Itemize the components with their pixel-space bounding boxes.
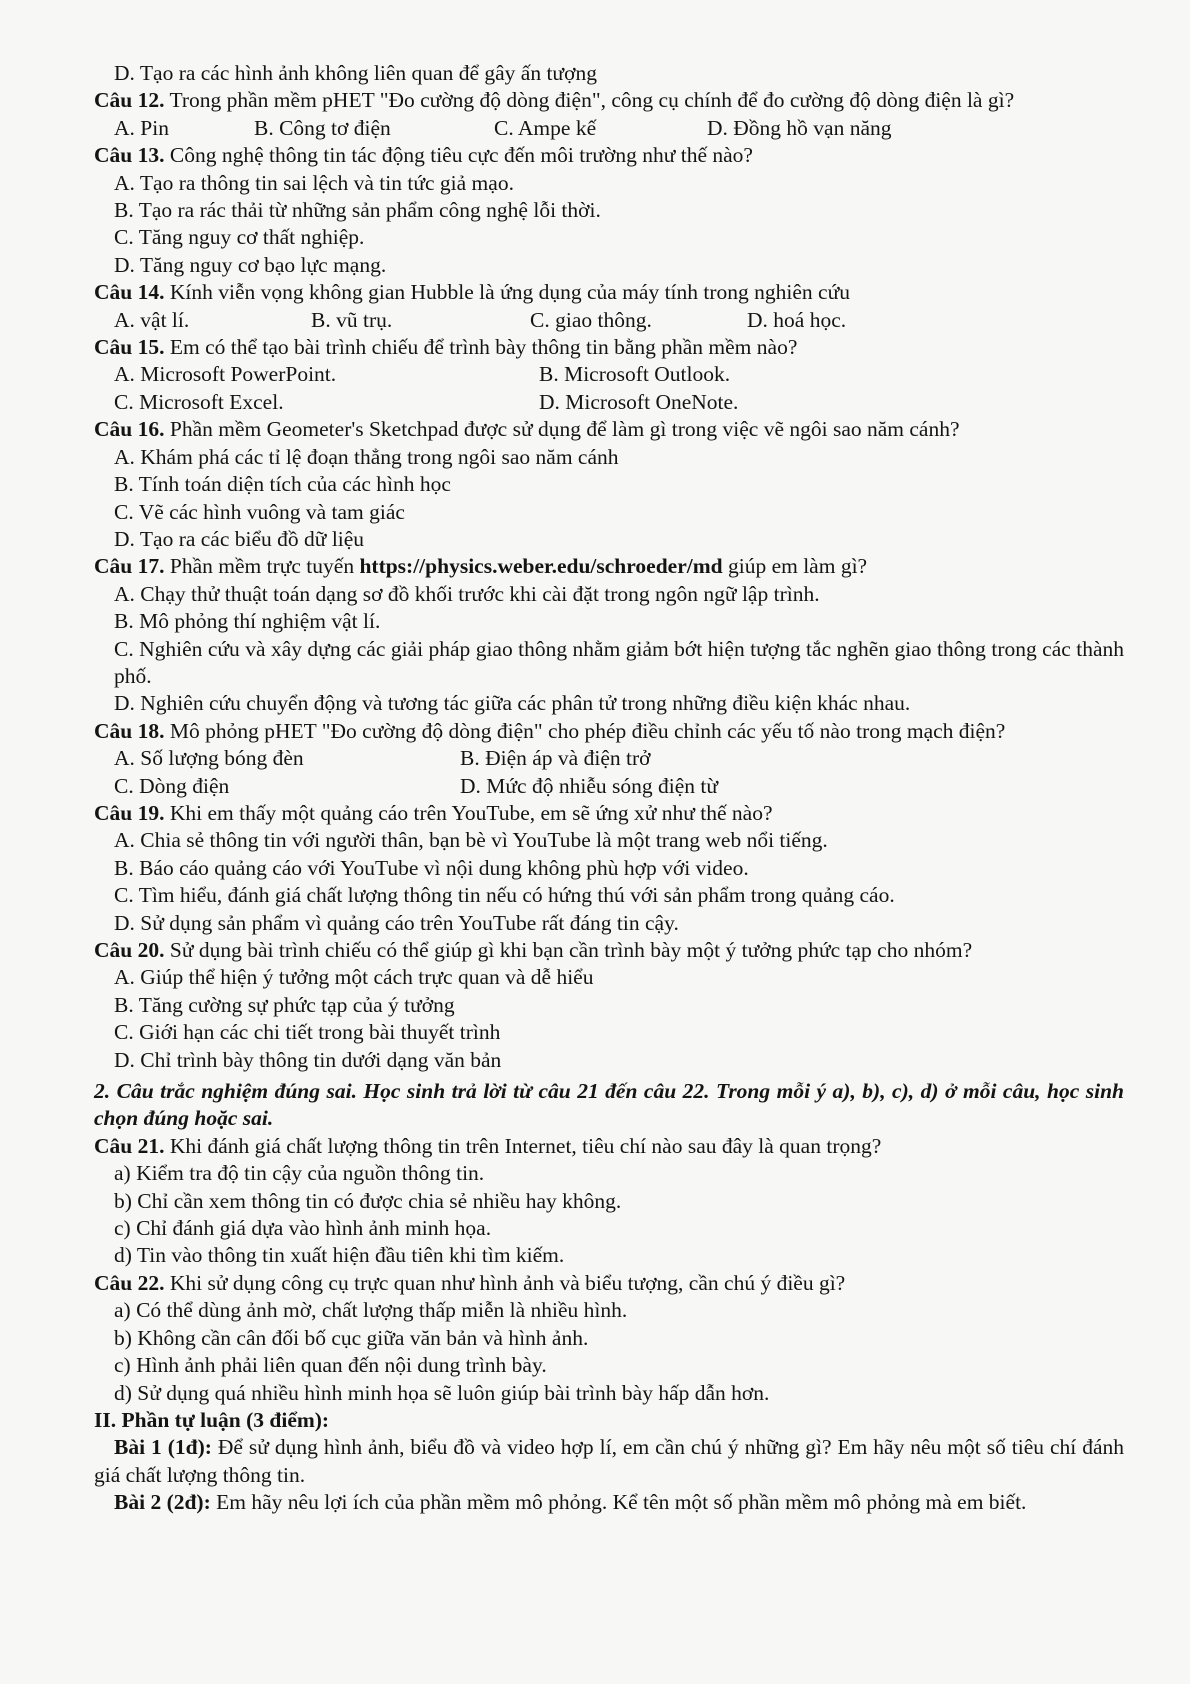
question-text: Phần mềm trực tuyến [164, 554, 360, 579]
essay-label: Bài 2 (2đ): [114, 1490, 211, 1515]
question-text: Em có thể tạo bài trình chiếu để trình bày thông tin bằng phần mềm nào? [164, 335, 798, 360]
q16-option-d: D. Tạo ra các biểu đồ dữ liệu [114, 526, 365, 551]
essay-text: Để sử dụng hình ảnh, biểu đồ và video hợp lí, em cần chú ý những gì? Em hãy nêu một số tiêu chí đánh giá chất lượng thông tin. [94, 1435, 1124, 1487]
question-label: Câu 18. [94, 718, 165, 743]
q13-option-b: B. Tạo ra rác thải từ những sản phẩm công nghệ lỗi thời. [114, 198, 601, 223]
q16-option-b: B. Tính toán diện tích của các hình học [114, 472, 451, 497]
question-label: Câu 21. [94, 1133, 165, 1158]
q18-options-row1 [94, 745, 1124, 772]
q19-option-b: B. Báo cáo quảng cáo với YouTube vì nội dung không phù hợp với video. [114, 855, 749, 880]
q18-option-c: C. Dòng điện [114, 773, 230, 798]
essay-2 [94, 1489, 1124, 1516]
q21-statement-c: c) Chỉ đánh giá dựa vào hình ảnh minh họa. [114, 1216, 492, 1241]
q13-option-a: A. Tạo ra thông tin sai lệch và tin tức giả mạo. [114, 170, 514, 195]
q22-statement-a: a) Có thể dùng ảnh mờ, chất lượng thấp miễn là nhiều hình. [114, 1298, 628, 1323]
question-label: Câu 14. [94, 280, 165, 305]
question-15 [94, 334, 1124, 361]
q22-statement-d: d) Sử dụng quá nhiều hình minh họa sẽ luôn giúp bài trình bày hấp dẫn hơn. [114, 1380, 770, 1405]
q15-options-row2 [94, 389, 1124, 416]
question-label: Câu 15. [94, 335, 165, 360]
question-22 [94, 1270, 1124, 1297]
essay-text: Em hãy nêu lợi ích của phần mềm mô phỏng. Kể tên một số phần mềm mô phỏng mà em biết. [210, 1490, 1027, 1515]
q15-option-b: B. Microsoft Outlook. [539, 362, 731, 387]
q20-option-c: C. Giới hạn các chi tiết trong bài thuyết trình [114, 1020, 501, 1045]
question-label: Câu 16. [94, 417, 165, 442]
q16-option-a: A. Khám phá các tỉ lệ đoạn thẳng trong ngôi sao năm cánh [114, 444, 619, 469]
question-13 [94, 142, 1124, 169]
q14-option-d: D. hoá học. [747, 307, 847, 332]
question-14 [94, 279, 1124, 306]
q19-option-c: C. Tìm hiểu, đánh giá chất lượng thông tin nếu có hứng thú với sản phẩm trong quảng cáo. [114, 883, 895, 908]
simulation-url: https://physics.weber.edu/schroeder/md [359, 554, 723, 579]
q12-option-b: B. Công tơ điện [254, 115, 391, 140]
essay-1 [94, 1434, 1124, 1489]
q21-statement-a: a) Kiểm tra độ tin cậy của nguồn thông tin. [114, 1161, 485, 1186]
q14-option-b: B. vũ trụ. [311, 307, 393, 332]
q13-option-d: D. Tăng nguy cơ bạo lực mạng. [114, 252, 387, 277]
question-label: Câu 13. [94, 143, 165, 168]
essay-label: Bài 1 (1đ): [114, 1435, 212, 1460]
q19-option-a: A. Chia sẻ thông tin với người thân, bạn bè vì YouTube là một trang web nổi tiếng. [114, 828, 828, 853]
question-text: Công nghệ thông tin tác động tiêu cực đến môi trường như thế nào? [164, 143, 753, 168]
q21-statement-b: b) Chỉ cần xem thông tin có được chia sẻ nhiều hay không. [114, 1188, 622, 1213]
q12-option-d: D. Đồng hồ vạn năng [707, 115, 892, 140]
q12-option-a: A. Pin [114, 115, 169, 140]
q20-option-d: D. Chỉ trình bày thông tin dưới dạng văn bản [114, 1047, 502, 1072]
q11-option-d: D. Tạo ra các hình ảnh không liên quan để gây ấn tượng [114, 61, 597, 85]
q19-option-d: D. Sử dụng sản phẩm vì quảng cáo trên YouTube rất đáng tin cậy. [114, 910, 679, 935]
q20-option-a: A. Giúp thể hiện ý tưởng một cách trực quan và dễ hiểu [114, 965, 594, 990]
q14-option-a: A. vật lí. [114, 307, 190, 332]
part-2-heading: II. Phần tự luận (3 điểm): [94, 1407, 330, 1432]
question-20 [94, 937, 1124, 964]
question-text: Kính viễn vọng không gian Hubble là ứng dụng của máy tính trong nghiên cứu [164, 280, 850, 305]
q21-statement-d: d) Tin vào thông tin xuất hiện đầu tiên khi tìm kiếm. [114, 1243, 565, 1268]
question-text: Mô phỏng pHET "Đo cường độ dòng điện" cho phép điều chỉnh các yếu tố nào trong mạch điện? [164, 718, 1006, 743]
question-text: Khi em thấy một quảng cáo trên YouTube, em sẽ ứng xử như thế nào? [164, 800, 773, 825]
q18-option-d: D. Mức độ nhiễu sóng điện từ [460, 773, 718, 798]
q17-option-b: B. Mô phỏng thí nghiệm vật lí. [114, 609, 381, 634]
q12-option-c: C. Ampe kế [494, 115, 597, 140]
q17-option-d: D. Nghiên cứu chuyển động và tương tác giữa các phân tử trong những điều kiện khác nhau. [114, 691, 911, 716]
question-text: Khi sử dụng công cụ trực quan như hình ảnh và biểu tượng, cần chú ý điều gì? [164, 1270, 846, 1295]
q17-option-a: A. Chạy thử thuật toán dạng sơ đồ khối trước khi cài đặt trong ngôn ngữ lập trình. [114, 581, 820, 606]
q14-option-c: C. giao thông. [530, 307, 652, 332]
q15-option-d: D. Microsoft OneNote. [539, 389, 739, 414]
question-text-end: giúp em làm gì? [722, 554, 868, 579]
question-label: Câu 19. [94, 800, 165, 825]
q13-option-c: C. Tăng nguy cơ thất nghiệp. [114, 225, 365, 250]
q15-options-row1 [94, 361, 1124, 388]
question-21 [94, 1133, 1124, 1160]
question-label: Câu 12. [94, 88, 165, 113]
question-19 [94, 800, 1124, 827]
question-label: Câu 20. [94, 938, 165, 962]
question-16 [94, 416, 1124, 443]
q18-options-row2 [94, 773, 1124, 800]
exam-content [94, 60, 1124, 1517]
question-text: Khi đánh giá chất lượng thông tin trên Internet, tiêu chí nào sau đây là quan trọng? [164, 1133, 882, 1158]
q22-statement-b: b) Không cần cân đối bố cục giữa văn bản và hình ảnh. [114, 1325, 589, 1350]
question-17 [94, 553, 1124, 580]
question-label: Câu 22. [94, 1270, 165, 1295]
q20-option-b: B. Tăng cường sự phức tạp của ý tưởng [114, 992, 455, 1017]
q17-option-c: C. Nghiên cứu và xây dựng các giải pháp giao thông nhằm giảm bớt hiện tượng tắc nghẽn giao thông trong các thành phố. [114, 636, 1124, 688]
question-label: Câu 17. [94, 554, 165, 579]
q14-options [94, 307, 1124, 334]
q22-statement-c: c) Hình ảnh phải liên quan đến nội dung trình bày. [114, 1353, 547, 1378]
q15-option-c: C. Microsoft Excel. [114, 389, 284, 414]
question-18 [94, 718, 1124, 745]
question-text: Phần mềm Geometer's Sketchpad được sử dụng để làm gì trong việc vẽ ngôi sao năm cánh? [164, 417, 960, 442]
q12-options [94, 115, 1124, 142]
question-text: Sử dụng bài trình chiếu có thể giúp gì khi bạn cần trình bày một ý tưởng phức tạp cho nhóm? [164, 938, 973, 962]
section-2-heading: 2. Câu trắc nghiệm đúng sai. Học sinh trả lời từ câu 21 đến câu 22. Trong mỗi ý a), b), c), d) ở mỗi câu, học sinh chọn đúng hoặc sai. [94, 1079, 1124, 1131]
q15-option-a: A. Microsoft PowerPoint. [114, 362, 337, 387]
question-12 [94, 87, 1124, 114]
question-text: Trong phần mềm pHET "Đo cường độ dòng điện", công cụ chính để đo cường độ dòng điện là gì? [164, 88, 1015, 113]
q18-option-a: A. Số lượng bóng đèn [114, 746, 304, 771]
q18-option-b: B. Điện áp và điện trở [460, 746, 651, 771]
q16-option-c: C. Vẽ các hình vuông và tam giác [114, 499, 405, 524]
